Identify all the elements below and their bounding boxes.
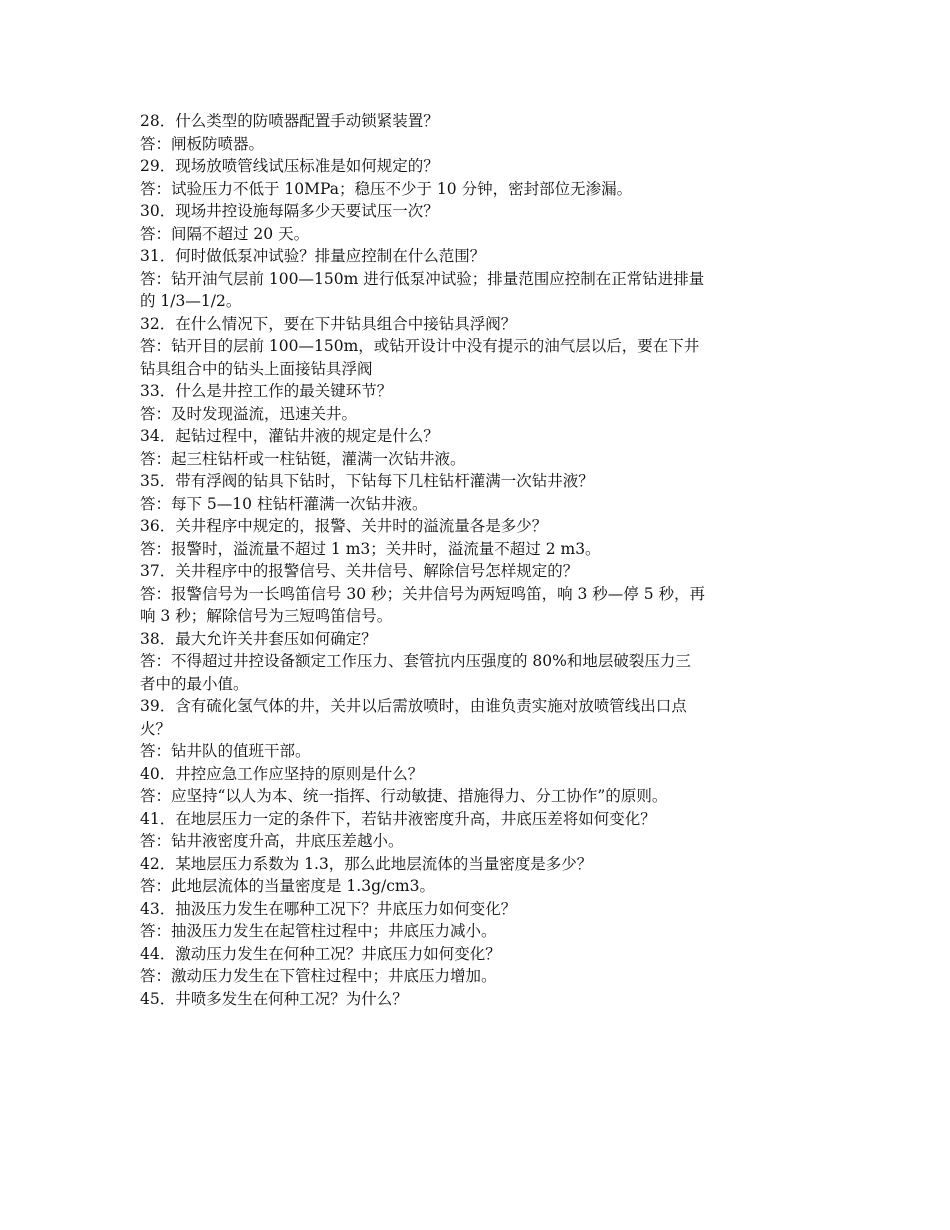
text-line: 钻具组合中的钻头上面接钻具浮阀 — [140, 359, 373, 378]
text-line: 38．最大允许关井套压如何确定？ — [140, 629, 377, 648]
text-line: 28．什么类型的防喷器配置手动锁紧装置？ — [140, 112, 439, 130]
text-line: 40．井控应急工作应坚持的原则是什么？ — [140, 764, 424, 783]
text-line: 答：报警信号为一长鸣笛信号 30 秒；关井信号为两短鸣笛，响 3 秒—停 5 秒，再 — [140, 584, 706, 603]
text-line: 36．关井程序中规定的，报警、关井时的溢流量各是多少？ — [140, 517, 548, 535]
text-line: 者中的最小值。 — [140, 674, 249, 693]
text-line: 41．在地层压力一定的条件下，若钻井液密度升高，井底压差将如何变化？ — [140, 809, 656, 828]
text-line: 45．井喷多发生在何种工况？为什么？ — [140, 989, 408, 1008]
text-line: 30．现场井控设施每隔多少天要试压一次？ — [140, 202, 439, 220]
document-page — [140, 110, 805, 1010]
text-line: 答：此地层流体的当量密度是 1.3g/cm3。 — [140, 877, 435, 895]
text-line: 答：及时发现溢流，迅速关井。 — [140, 404, 358, 423]
text-line: 43．抽汲压力发生在哪种工况下？井底压力如何变化？ — [140, 899, 517, 918]
text-line: 的 1/3—1/2。 — [140, 292, 242, 310]
text-line: 答：每下 5—10 柱钻杆灌满一次钻井液。 — [140, 494, 428, 513]
text-line: 答：钻开油气层前 100—150m 进行低泵冲试验；排量范围应控制在正常钻进排量 — [140, 269, 705, 288]
text-line: 答：报警时，溢流量不超过 1 m3；关井时，溢流量不超过 2 m3。 — [140, 539, 601, 558]
text-line: 答：应坚持“以人为本、统一指挥、行动敏捷、措施得力、分工协作”的原则。 — [140, 787, 668, 805]
text-line: 答：钻开目的层前 100—150m，或钻开设计中没有提示的油气层以后，要在下井 — [140, 337, 700, 355]
text-line: 42．某地层压力系数为 1.3，那么此地层流体的当量密度是多少？ — [140, 854, 593, 873]
text-line: 31．何时做低泵冲试验？排量应控制在什么范围？ — [140, 247, 486, 265]
text-line: 34．起钻过程中，灌钻井液的规定是什么？ — [140, 427, 439, 445]
text-line: 32．在什么情况下，要在下井钻具组合中接钻具浮阀？ — [140, 314, 517, 333]
text-line: 答：间隔不超过 20 天。 — [140, 224, 310, 243]
text-line: 答：抽汲压力发生在起管柱过程中；井底压力减小。 — [140, 922, 497, 940]
text-line: 答：钻井液密度升高，井底压差越小。 — [140, 832, 404, 850]
text-line: 答：激动压力发生在下管柱过程中；井底压力增加。 — [140, 967, 497, 985]
text-line: 答：试验压力不低于 10MPa；稳压不少于 10 分钟，密封部位无渗漏。 — [140, 179, 633, 198]
text-line: 33．什么是井控工作的最关键环节？ — [140, 382, 393, 400]
text-line: 44．激动压力发生在何种工况？井底压力如何变化？ — [140, 944, 501, 963]
text-line: 答：不得超过井控设备额定工作压力、套管抗内压强度的 80%和地层破裂压力三 — [140, 652, 691, 670]
text-line: 火？ — [140, 719, 172, 738]
text-line: 答：闸板防喷器。 — [140, 134, 265, 153]
text-line: 35．带有浮阀的钻具下钻时，下钻每下几柱钻杆灌满一次钻井液？ — [140, 472, 594, 490]
text-line: 答：钻井队的值班干部。 — [140, 742, 311, 760]
text-line: 响 3 秒；解除信号为三短鸣笛信号。 — [140, 607, 393, 625]
text-line: 39．含有硫化氢气体的井，关井以后需放喷时，由谁负责实施对放喷管线出口点 — [140, 697, 687, 715]
text-line: 37．关井程序中的报警信号、关井信号、解除信号怎样规定的？ — [140, 562, 579, 580]
text-line: 29．现场放喷管线试压标准是如何规定的？ — [140, 157, 439, 175]
text-line: 答：起三柱钻杆或一柱钻铤，灌满一次钻井液。 — [140, 449, 466, 468]
